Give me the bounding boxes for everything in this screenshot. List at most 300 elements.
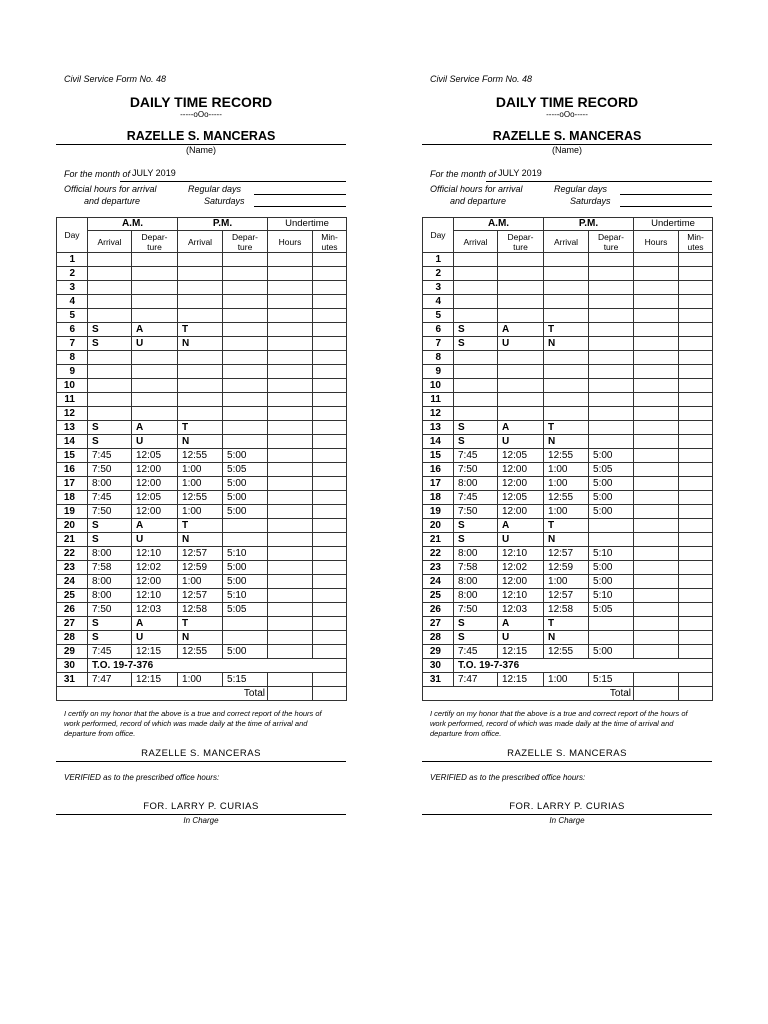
table-row <box>423 505 713 519</box>
pm-arrival-cell <box>178 365 223 379</box>
pm-arrival-cell: N <box>544 631 589 645</box>
table-row <box>423 351 713 365</box>
table-row <box>423 463 713 477</box>
am-arrival-cell: 8:00 <box>454 547 498 561</box>
saturdays-label: Saturdays <box>204 196 245 206</box>
undertime-minutes-cell <box>679 533 713 547</box>
pm-arrival-cell: 12:58 <box>178 603 223 617</box>
am-departure-cell: 12:00 <box>498 575 544 589</box>
official-hours-label-2: and departure <box>450 196 507 206</box>
pm-arrival-cell: 1:00 <box>178 673 223 687</box>
am-departure-cell <box>498 267 544 281</box>
pm-departure-header: Depar- ture <box>223 231 268 253</box>
am-arrival-cell: S <box>454 421 498 435</box>
undertime-minutes-cell <box>679 491 713 505</box>
pm-arrival-cell <box>544 309 589 323</box>
pm-arrival-cell: 12:55 <box>178 449 223 463</box>
table-row <box>423 631 713 645</box>
am-arrival-cell: 7:50 <box>88 603 132 617</box>
month-label: For the month of <box>64 169 131 179</box>
total-label: Total <box>423 687 634 701</box>
day-cell: 6 <box>423 323 454 337</box>
undertime-hours-cell <box>268 477 313 491</box>
am-departure-cell: U <box>498 337 544 351</box>
undertime-minutes-cell <box>313 561 347 575</box>
pm-departure-cell: 5:00 <box>589 505 634 519</box>
table-row <box>423 533 713 547</box>
am-departure-cell: 12:00 <box>132 575 178 589</box>
am-arrival-cell: 7:45 <box>88 491 132 505</box>
pm-arrival-cell: 12:55 <box>544 491 589 505</box>
am-header: A.M. <box>88 218 178 231</box>
total-minutes <box>313 687 347 701</box>
am-arrival-cell: 8:00 <box>454 477 498 491</box>
official-hours-label-1: Official hours for arrival <box>430 184 523 194</box>
pm-departure-cell: 5:10 <box>223 547 268 561</box>
day-cell: 2 <box>57 267 88 281</box>
day-cell: 4 <box>57 295 88 309</box>
am-arrival-cell <box>88 365 132 379</box>
day-cell: 27 <box>423 617 454 631</box>
day-cell: 12 <box>57 407 88 421</box>
am-arrival-cell: S <box>88 533 132 547</box>
am-departure-cell: U <box>498 533 544 547</box>
am-departure-cell: 12:00 <box>132 477 178 491</box>
pm-departure-cell: 5:05 <box>589 603 634 617</box>
am-arrival-cell <box>88 379 132 393</box>
am-departure-cell <box>498 253 544 267</box>
pm-arrival-cell: T <box>178 617 223 631</box>
pm-arrival-cell <box>544 351 589 365</box>
pm-departure-cell <box>223 337 268 351</box>
in-charge-label: In Charge <box>183 816 219 825</box>
pm-departure-cell <box>589 351 634 365</box>
am-departure-cell: A <box>132 421 178 435</box>
pm-departure-cell <box>223 351 268 365</box>
certification-text: I certify on my honor that the above is a true and correct report of the hours of work performed, record of which was made daily at the time of arrival and departure from office. <box>430 709 688 738</box>
am-arrival-cell: S <box>88 337 132 351</box>
pm-departure-cell <box>223 365 268 379</box>
am-departure-cell: 12:10 <box>498 589 544 603</box>
day-cell: 9 <box>57 365 88 379</box>
pm-departure-cell: 5:00 <box>223 449 268 463</box>
day-cell: 31 <box>423 673 454 687</box>
table-row <box>423 673 713 687</box>
pm-departure-cell: 5:05 <box>223 603 268 617</box>
undertime-hours-cell <box>268 463 313 477</box>
undertime-minutes-cell <box>679 505 713 519</box>
undertime-hours-cell <box>268 267 313 281</box>
undertime-hours-cell <box>634 337 679 351</box>
undertime-minutes-cell <box>679 365 713 379</box>
form-number: Civil Service Form No. 48 <box>64 74 167 84</box>
undertime-minutes-cell <box>313 393 347 407</box>
am-arrival-cell <box>454 267 498 281</box>
day-cell: 12 <box>423 407 454 421</box>
am-arrival-cell <box>454 407 498 421</box>
undertime-minutes-cell <box>313 463 347 477</box>
pm-arrival-cell: 12:59 <box>178 561 223 575</box>
am-departure-cell <box>132 267 178 281</box>
table-row <box>57 421 347 435</box>
day-cell: 23 <box>423 561 454 575</box>
undertime-hours-cell <box>268 491 313 505</box>
table-row <box>423 589 713 603</box>
undertime-minutes-cell <box>679 449 713 463</box>
am-arrival-cell <box>88 309 132 323</box>
undertime-minutes-cell <box>313 603 347 617</box>
table-row <box>57 309 347 323</box>
am-departure-cell: 12:02 <box>498 561 544 575</box>
pm-header: P.M. <box>178 218 268 231</box>
official-hours-label-2: and departure <box>84 196 141 206</box>
undertime-minutes-cell <box>313 351 347 365</box>
day-cell: 3 <box>423 281 454 295</box>
undertime-hours-cell <box>634 253 679 267</box>
pm-arrival-cell: 12:55 <box>178 645 223 659</box>
am-departure-cell: 12:15 <box>498 645 544 659</box>
undertime-minutes-cell <box>313 617 347 631</box>
am-departure-cell: 12:00 <box>132 463 178 477</box>
day-cell: 8 <box>423 351 454 365</box>
total-hours <box>268 687 313 701</box>
am-arrival-cell <box>88 295 132 309</box>
certification-text: I certify on my honor that the above is a true and correct report of the hours of work performed, record of which was made daily at the time of arrival and departure from office. <box>64 709 322 738</box>
am-departure-cell: 12:00 <box>132 505 178 519</box>
pm-departure-cell: 5:15 <box>589 673 634 687</box>
pm-departure-cell <box>223 267 268 281</box>
saturdays-line <box>254 206 346 207</box>
am-arrival-cell <box>88 351 132 365</box>
undertime-hours-cell <box>268 631 313 645</box>
pm-arrival-cell: N <box>544 337 589 351</box>
day-cell: 8 <box>57 351 88 365</box>
undertime-minutes-cell <box>679 575 713 589</box>
pm-arrival-cell <box>178 253 223 267</box>
undertime-hours-cell <box>268 561 313 575</box>
day-cell: 5 <box>57 309 88 323</box>
pm-arrival-cell: N <box>178 631 223 645</box>
pm-arrival-cell <box>178 295 223 309</box>
day-cell: 9 <box>423 365 454 379</box>
day-cell: 2 <box>423 267 454 281</box>
in-charge-label: In Charge <box>549 816 585 825</box>
form-title: DAILY TIME RECORD <box>495 94 639 110</box>
am-departure-cell: A <box>498 519 544 533</box>
day-cell: 7 <box>57 337 88 351</box>
pm-arrival-cell: 12:58 <box>544 603 589 617</box>
verifier-name: FOR. LARRY P. CURIAS <box>422 801 712 815</box>
am-arrival-cell: S <box>88 323 132 337</box>
month-value: JULY 2019 <box>120 168 346 182</box>
total-hours <box>634 687 679 701</box>
pm-departure-cell <box>223 393 268 407</box>
am-departure-cell: 12:05 <box>132 491 178 505</box>
undertime-hours-cell <box>268 547 313 561</box>
pm-arrival-cell <box>178 393 223 407</box>
pm-arrival-cell: 1:00 <box>178 463 223 477</box>
am-arrival-cell <box>454 379 498 393</box>
day-cell: 19 <box>423 505 454 519</box>
pm-arrival-cell: T <box>544 323 589 337</box>
table-row <box>57 337 347 351</box>
undertime-hours-cell <box>634 477 679 491</box>
table-row <box>423 659 713 673</box>
am-departure-cell <box>498 309 544 323</box>
undertime-minutes-cell <box>679 393 713 407</box>
saturdays-line <box>620 206 712 207</box>
pm-departure-cell: 5:00 <box>589 449 634 463</box>
am-departure-cell: 12:15 <box>498 673 544 687</box>
undertime-minutes-cell <box>313 477 347 491</box>
undertime-hours-cell <box>634 533 679 547</box>
day-cell: 15 <box>57 449 88 463</box>
day-cell: 10 <box>57 379 88 393</box>
am-departure-cell <box>132 407 178 421</box>
pm-departure-cell <box>589 617 634 631</box>
undertime-minutes-cell <box>679 281 713 295</box>
table-row <box>57 323 347 337</box>
am-departure-cell <box>498 365 544 379</box>
am-arrival-cell: 7:45 <box>454 645 498 659</box>
undertime-hours-cell <box>634 379 679 393</box>
table-row <box>423 379 713 393</box>
table-row <box>423 421 713 435</box>
am-departure-cell: A <box>132 519 178 533</box>
pm-departure-cell <box>589 533 634 547</box>
am-departure-cell <box>132 295 178 309</box>
table-row <box>57 281 347 295</box>
pm-arrival-cell <box>178 351 223 365</box>
undertime-minutes-cell <box>313 491 347 505</box>
day-cell: 30 <box>423 659 454 673</box>
undertime-minutes-cell <box>679 253 713 267</box>
undertime-hours-cell <box>634 281 679 295</box>
am-departure-cell: 12:05 <box>132 449 178 463</box>
official-hours <box>422 184 712 210</box>
undertime-hours-cell <box>634 631 679 645</box>
pm-departure-cell <box>223 407 268 421</box>
undertime-hours-cell <box>268 365 313 379</box>
pm-arrival-cell <box>544 393 589 407</box>
official-hours <box>56 184 346 210</box>
verified-text: VERIFIED as to the prescribed office hours: <box>64 773 220 782</box>
day-cell: 18 <box>423 491 454 505</box>
pm-arrival-cell: 12:57 <box>544 547 589 561</box>
am-departure-cell: U <box>498 435 544 449</box>
undertime-hours-cell <box>268 407 313 421</box>
undertime-hours-cell <box>634 575 679 589</box>
pm-arrival-cell: 1:00 <box>544 505 589 519</box>
undertime-hours-cell <box>268 575 313 589</box>
pm-arrival-cell <box>178 267 223 281</box>
am-arrival-cell: S <box>88 435 132 449</box>
pm-arrival-cell: 1:00 <box>178 505 223 519</box>
undertime-hours-cell <box>268 449 313 463</box>
pm-departure-cell: 5:05 <box>589 463 634 477</box>
undertime-hours-cell <box>268 379 313 393</box>
undertime-hours-cell <box>268 393 313 407</box>
table-row <box>423 267 713 281</box>
undertime-hours-cell <box>634 617 679 631</box>
undertime-header: Undertime <box>268 218 347 231</box>
day-cell: 7 <box>423 337 454 351</box>
day-cell: 13 <box>57 421 88 435</box>
regular-days-label: Regular days <box>188 184 242 194</box>
month-row <box>422 168 712 182</box>
am-departure-cell <box>132 365 178 379</box>
am-departure-cell: A <box>132 323 178 337</box>
undertime-minutes-cell <box>679 407 713 421</box>
am-arrival-cell: 8:00 <box>88 547 132 561</box>
undertime-hours-cell <box>634 547 679 561</box>
pm-arrival-cell: 12:59 <box>544 561 589 575</box>
undertime-minutes-cell <box>679 309 713 323</box>
pm-departure-cell: 5:00 <box>223 491 268 505</box>
table-row <box>423 365 713 379</box>
undertime-hours-cell <box>268 603 313 617</box>
table-row <box>423 491 713 505</box>
undertime-minutes-cell <box>313 645 347 659</box>
pm-departure-cell: 5:00 <box>589 575 634 589</box>
undertime-minutes-cell <box>679 477 713 491</box>
undertime-minutes-cell <box>313 589 347 603</box>
table-row <box>423 295 713 309</box>
pm-header: P.M. <box>544 218 634 231</box>
undertime-hours-cell <box>634 365 679 379</box>
pm-arrival-cell: T <box>178 421 223 435</box>
am-arrival-cell: 7:58 <box>454 561 498 575</box>
am-departure-cell <box>498 379 544 393</box>
undertime-hours-cell <box>634 589 679 603</box>
undertime-hours-cell <box>634 407 679 421</box>
hours-header: Hours <box>268 231 313 253</box>
day-cell: 24 <box>423 575 454 589</box>
undertime-minutes-cell <box>679 351 713 365</box>
undertime-hours-cell <box>634 463 679 477</box>
am-departure-header: Depar- ture <box>498 231 544 253</box>
pm-departure-cell <box>589 337 634 351</box>
pm-departure-cell: 5:00 <box>223 477 268 491</box>
pm-departure-cell <box>223 421 268 435</box>
day-cell: 21 <box>57 533 88 547</box>
pm-arrival-cell: 1:00 <box>178 477 223 491</box>
am-departure-cell <box>132 253 178 267</box>
am-arrival-cell: S <box>454 337 498 351</box>
month-label: For the month of <box>430 169 497 179</box>
table-row <box>423 393 713 407</box>
pm-departure-cell <box>223 295 268 309</box>
undertime-hours-cell <box>634 449 679 463</box>
day-cell: 16 <box>423 463 454 477</box>
am-arrival-cell <box>88 253 132 267</box>
pm-departure-cell <box>589 309 634 323</box>
day-cell: 22 <box>57 547 88 561</box>
day-cell: 27 <box>57 617 88 631</box>
pm-departure-cell <box>589 393 634 407</box>
day-cell: 24 <box>57 575 88 589</box>
table-row <box>57 561 347 575</box>
signer-name: RAZELLE S. MANCERAS <box>56 748 346 762</box>
pm-departure-cell <box>589 365 634 379</box>
table-row <box>423 477 713 491</box>
table-body <box>57 253 347 687</box>
am-departure-cell: A <box>498 323 544 337</box>
am-arrival-cell <box>88 281 132 295</box>
table-row <box>57 673 347 687</box>
am-departure-cell <box>132 281 178 295</box>
pm-arrival-cell: 1:00 <box>544 463 589 477</box>
undertime-hours-cell <box>268 295 313 309</box>
am-departure-cell: 12:15 <box>132 645 178 659</box>
day-cell: 26 <box>423 603 454 617</box>
day-cell: 20 <box>57 519 88 533</box>
day-cell: 21 <box>423 533 454 547</box>
regular-days-line <box>620 194 712 195</box>
table-body <box>423 253 713 687</box>
day-cell: 31 <box>57 673 88 687</box>
pm-departure-cell: 5:00 <box>223 505 268 519</box>
am-arrival-cell: 8:00 <box>88 575 132 589</box>
undertime-minutes-cell <box>679 463 713 477</box>
undertime-minutes-cell <box>313 435 347 449</box>
am-arrival-cell: 7:47 <box>88 673 132 687</box>
am-departure-cell: U <box>132 533 178 547</box>
am-arrival-cell: S <box>454 519 498 533</box>
undertime-header: Undertime <box>634 218 713 231</box>
pm-departure-cell: 5:00 <box>223 561 268 575</box>
undertime-minutes-cell <box>679 519 713 533</box>
undertime-hours-cell <box>268 435 313 449</box>
am-arrival-header: Arrival <box>454 231 498 253</box>
undertime-hours-cell <box>634 295 679 309</box>
undertime-hours-cell <box>634 603 679 617</box>
pm-departure-cell: 5:05 <box>223 463 268 477</box>
pm-arrival-cell <box>178 281 223 295</box>
pm-departure-cell <box>589 295 634 309</box>
day-cell: 14 <box>423 435 454 449</box>
undertime-hours-cell <box>634 267 679 281</box>
am-departure-cell <box>498 393 544 407</box>
day-cell: 26 <box>57 603 88 617</box>
undertime-minutes-cell <box>679 323 713 337</box>
am-departure-cell: 12:10 <box>132 589 178 603</box>
day-cell: 28 <box>57 631 88 645</box>
table-row <box>423 617 713 631</box>
undertime-hours-cell <box>268 351 313 365</box>
table-row <box>57 659 347 673</box>
undertime-hours-cell <box>634 645 679 659</box>
table-row <box>57 505 347 519</box>
pm-arrival-cell: 12:57 <box>178 589 223 603</box>
am-arrival-cell: S <box>454 533 498 547</box>
table-row <box>423 337 713 351</box>
verified-text: VERIFIED as to the prescribed office hours: <box>430 773 586 782</box>
pm-departure-cell <box>223 253 268 267</box>
name-label: (Name) <box>185 145 216 155</box>
pm-arrival-cell <box>544 267 589 281</box>
table-row <box>423 519 713 533</box>
day-cell: 3 <box>57 281 88 295</box>
table-row <box>57 631 347 645</box>
am-arrival-cell: 7:47 <box>454 673 498 687</box>
am-arrival-cell: S <box>88 421 132 435</box>
pm-arrival-cell: T <box>178 323 223 337</box>
pm-departure-cell <box>589 323 634 337</box>
pm-departure-cell <box>223 617 268 631</box>
undertime-minutes-cell <box>313 575 347 589</box>
pm-arrival-cell <box>544 365 589 379</box>
